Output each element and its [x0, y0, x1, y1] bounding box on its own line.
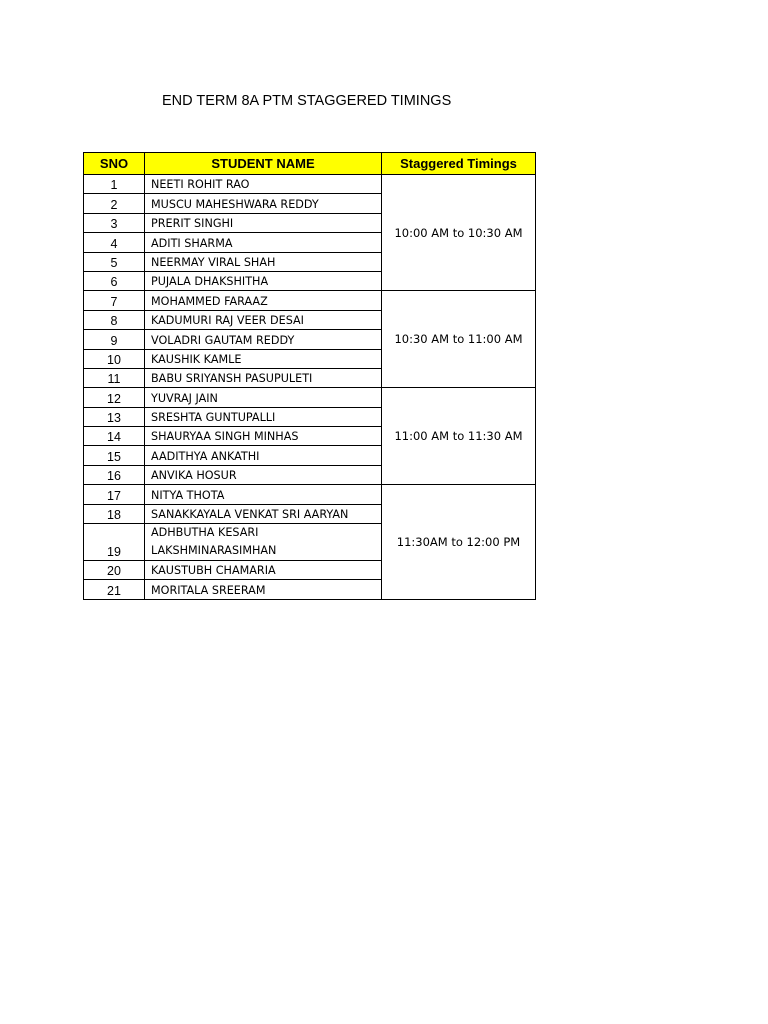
student-name-cell: KAUSTUBH CHAMARIA: [145, 561, 382, 580]
sno-cell: 10: [84, 349, 145, 368]
table-header-row: [84, 153, 536, 175]
student-name-cell: ANVIKA HOSUR: [145, 465, 382, 484]
student-name-cell: ADHBUTHA KESARI LAKSHMINARASIMHAN: [145, 524, 382, 561]
table-row: [84, 485, 536, 504]
student-name-cell: KAUSHIK KAMLE: [145, 349, 382, 368]
student-name-cell: MOHAMMED FARAAZ: [145, 291, 382, 310]
student-name-cell: VOLADRI GAUTAM REDDY: [145, 330, 382, 349]
student-name-cell: AADITHYA ANKATHI: [145, 446, 382, 465]
table-row: [84, 291, 536, 310]
sno-cell: 11: [84, 368, 145, 387]
timing-slot-cell: 11:00 AM to 11:30 AM: [382, 388, 536, 485]
timing-slot-cell: 10:30 AM to 11:00 AM: [382, 291, 536, 388]
student-name-cell: PUJALA DHAKSHITHA: [145, 271, 382, 290]
sno-cell: 13: [84, 407, 145, 426]
table-row: [84, 175, 536, 194]
sno-cell: 1: [84, 175, 145, 194]
sno-cell: 4: [84, 233, 145, 252]
sno-cell: 19: [84, 524, 145, 561]
student-name-cell: SHAURYAA SINGH MINHAS: [145, 427, 382, 446]
student-name-cell: SANAKKAYALA VENKAT SRI AARYAN: [145, 504, 382, 523]
table-row: [84, 388, 536, 407]
staggered-timings-table: [83, 152, 536, 600]
document-title: END TERM 8A PTM STAGGERED TIMINGS: [162, 93, 452, 109]
student-name-cell: NEERMAY VIRAL SHAH: [145, 252, 382, 271]
sno-cell: 9: [84, 330, 145, 349]
student-name-cell: NEETI ROHIT RAO: [145, 175, 382, 194]
timing-slot-cell: 11:30AM to 12:00 PM: [382, 485, 536, 600]
student-name-cell: KADUMURI RAJ VEER DESAI: [145, 310, 382, 329]
header-student-name: STUDENT NAME: [145, 153, 382, 175]
sno-cell: 6: [84, 271, 145, 290]
sno-cell: 21: [84, 580, 145, 599]
student-name-cell: ADITI SHARMA: [145, 233, 382, 252]
student-name-cell: SRESHTA GUNTUPALLI: [145, 407, 382, 426]
student-name-cell: PRERIT SINGHI: [145, 213, 382, 232]
header-staggered-timings: Staggered Timings: [382, 153, 536, 175]
sno-cell: 2: [84, 194, 145, 213]
student-name-cell: NITYA THOTA: [145, 485, 382, 504]
header-sno: SNO: [84, 153, 145, 175]
sno-cell: 17: [84, 485, 145, 504]
sno-cell: 18: [84, 504, 145, 523]
sno-cell: 20: [84, 561, 145, 580]
sno-cell: 14: [84, 427, 145, 446]
sno-cell: 16: [84, 465, 145, 484]
student-name-cell: YUVRAJ JAIN: [145, 388, 382, 407]
student-name-cell: MUSCU MAHESHWARA REDDY: [145, 194, 382, 213]
timing-slot-cell: 10:00 AM to 10:30 AM: [382, 175, 536, 291]
sno-cell: 12: [84, 388, 145, 407]
student-name-cell: BABU SRIYANSH PASUPULETI: [145, 368, 382, 387]
sno-cell: 5: [84, 252, 145, 271]
sno-cell: 8: [84, 310, 145, 329]
student-name-cell: MORITALA SREERAM: [145, 580, 382, 599]
sno-cell: 7: [84, 291, 145, 310]
sno-cell: 15: [84, 446, 145, 465]
sno-cell: 3: [84, 213, 145, 232]
